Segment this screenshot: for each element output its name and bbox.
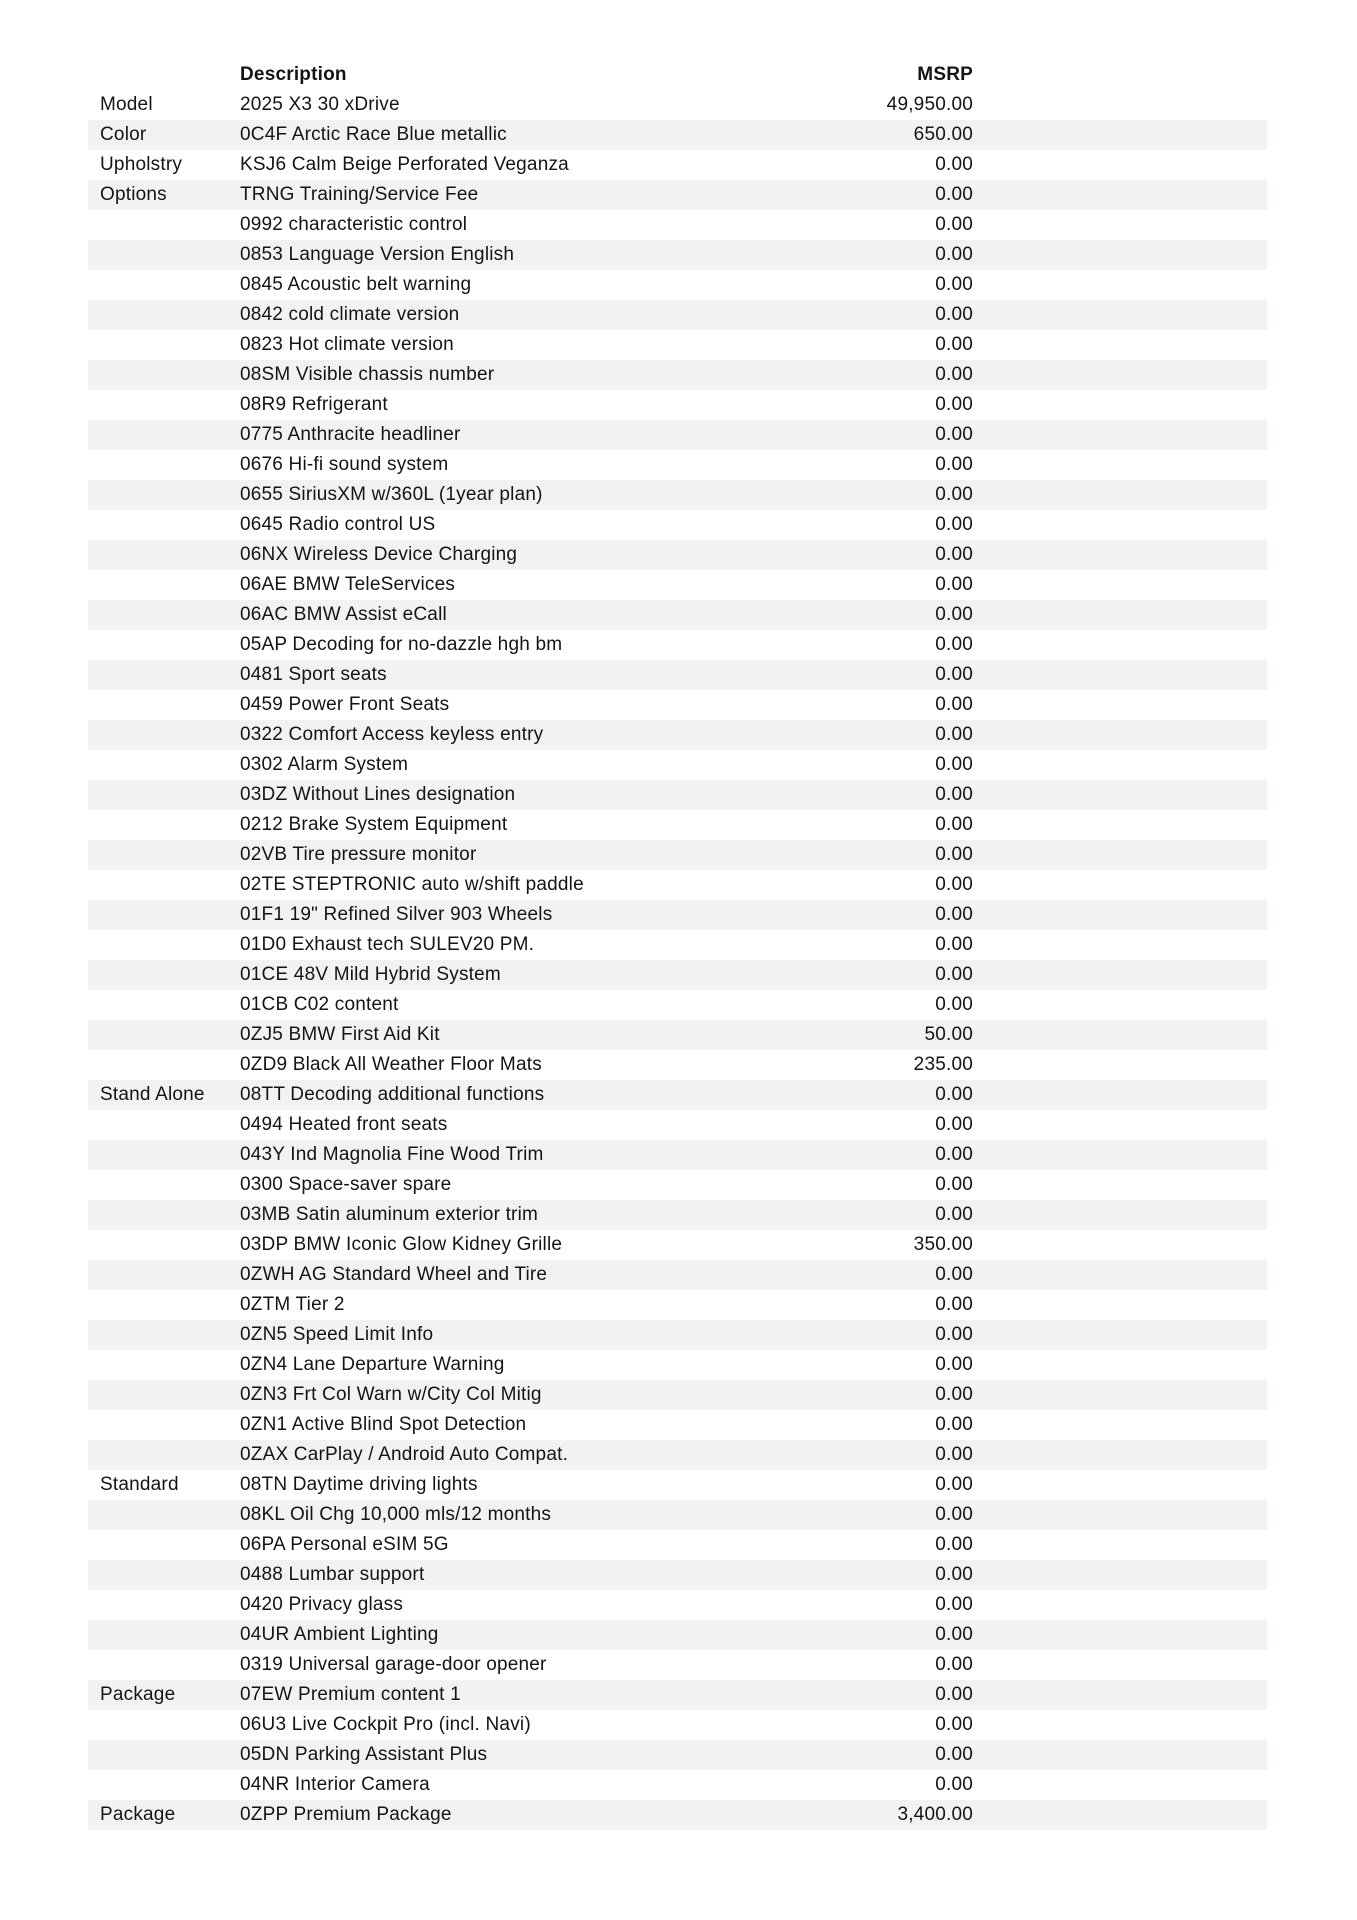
msrp-cell: 0.00	[935, 754, 973, 775]
description-cell: KSJ6 Calm Beige Perforated Veganza	[240, 154, 569, 175]
category-cell: Model	[100, 94, 153, 115]
description-cell: 08TN Daytime driving lights	[240, 1474, 478, 1495]
msrp-cell: 0.00	[935, 1594, 973, 1615]
description-cell: 0ZN4 Lane Departure Warning	[240, 1354, 505, 1375]
table-row	[88, 510, 1267, 540]
msrp-cell: 0.00	[935, 244, 973, 265]
table-row	[88, 780, 1267, 810]
table-row	[88, 930, 1267, 960]
msrp-column-header: MSRP	[917, 64, 973, 85]
msrp-cell: 0.00	[935, 934, 973, 955]
table-row	[88, 1500, 1267, 1530]
description-cell: 2025 X3 30 xDrive	[240, 94, 400, 115]
description-cell: 043Y Ind Magnolia Fine Wood Trim	[240, 1144, 544, 1165]
table-row	[88, 120, 1267, 150]
table-row	[88, 270, 1267, 300]
msrp-cell: 0.00	[935, 574, 973, 595]
table-row	[88, 1050, 1267, 1080]
table-row	[88, 330, 1267, 360]
msrp-cell: 3,400.00	[897, 1804, 973, 1825]
description-cell: 08TT Decoding additional functions	[240, 1084, 545, 1105]
msrp-cell: 0.00	[935, 1504, 973, 1525]
msrp-cell: 0.00	[935, 1684, 973, 1705]
description-cell: 0300 Space-saver spare	[240, 1174, 452, 1195]
table-row	[88, 1020, 1267, 1050]
description-cell: 05DN Parking Assistant Plus	[240, 1744, 488, 1765]
msrp-cell: 0.00	[935, 334, 973, 355]
table-row	[88, 660, 1267, 690]
msrp-cell: 0.00	[935, 544, 973, 565]
msrp-cell: 350.00	[913, 1234, 973, 1255]
description-cell: 0494 Heated front seats	[240, 1114, 448, 1135]
msrp-cell: 0.00	[935, 1744, 973, 1765]
description-cell: 0212 Brake System Equipment	[240, 814, 508, 835]
msrp-cell: 0.00	[935, 514, 973, 535]
table-row	[88, 1230, 1267, 1260]
msrp-cell: 49,950.00	[886, 94, 973, 115]
description-cell: 0676 Hi-fi sound system	[240, 454, 449, 475]
msrp-cell: 0.00	[935, 604, 973, 625]
msrp-cell: 0.00	[935, 394, 973, 415]
msrp-cell: 0.00	[935, 724, 973, 745]
description-cell: 06U3 Live Cockpit Pro (incl. Navi)	[240, 1714, 531, 1735]
msrp-cell: 0.00	[935, 304, 973, 325]
table-row	[88, 1560, 1267, 1590]
msrp-cell: 0.00	[935, 274, 973, 295]
table-row	[88, 540, 1267, 570]
description-cell: 06AE BMW TeleServices	[240, 574, 456, 595]
table-header-row	[88, 60, 1267, 90]
description-cell: 0845 Acoustic belt warning	[240, 274, 472, 295]
description-cell: 03MB Satin aluminum exterior trim	[240, 1204, 539, 1225]
description-cell: 0ZTM Tier 2	[240, 1294, 345, 1315]
description-cell: 0655 SiriusXM w/360L (1year plan)	[240, 484, 543, 505]
msrp-cell: 0.00	[935, 454, 973, 475]
table-row	[88, 360, 1267, 390]
description-cell: 06NX Wireless Device Charging	[240, 544, 518, 565]
table-row	[88, 90, 1267, 120]
description-cell: 02TE STEPTRONIC auto w/shift paddle	[240, 874, 584, 895]
table-row	[88, 1200, 1267, 1230]
msrp-cell: 0.00	[935, 1414, 973, 1435]
category-cell: Standard	[100, 1474, 179, 1495]
category-cell: Color	[100, 124, 147, 145]
msrp-cell: 0.00	[935, 1174, 973, 1195]
msrp-cell: 0.00	[935, 1294, 973, 1315]
msrp-cell: 0.00	[935, 964, 973, 985]
table-row	[88, 840, 1267, 870]
msrp-cell: 0.00	[935, 484, 973, 505]
table-row	[88, 240, 1267, 270]
msrp-cell: 0.00	[935, 634, 973, 655]
msrp-cell: 0.00	[935, 1324, 973, 1345]
description-cell: 0ZPP Premium Package	[240, 1804, 452, 1825]
table-row	[88, 1260, 1267, 1290]
table-row	[88, 1440, 1267, 1470]
description-cell: 0459 Power Front Seats	[240, 694, 450, 715]
msrp-cell: 0.00	[935, 1144, 973, 1165]
msrp-cell: 0.00	[935, 1114, 973, 1135]
table-row	[88, 1170, 1267, 1200]
msrp-cell: 0.00	[935, 904, 973, 925]
msrp-cell: 0.00	[935, 364, 973, 385]
msrp-cell: 0.00	[935, 184, 973, 205]
description-cell: TRNG Training/Service Fee	[240, 184, 479, 205]
table-row	[88, 1350, 1267, 1380]
table-row	[88, 1770, 1267, 1800]
table-row	[88, 480, 1267, 510]
description-cell: 0ZJ5 BMW First Aid Kit	[240, 1024, 440, 1045]
description-cell: 05AP Decoding for no-dazzle hgh bm	[240, 634, 563, 655]
description-cell: 0319 Universal garage-door opener	[240, 1654, 547, 1675]
table-row	[88, 1320, 1267, 1350]
msrp-cell: 0.00	[935, 1474, 973, 1495]
table-row	[88, 570, 1267, 600]
description-cell: 01F1 19" Refined Silver 903 Wheels	[240, 904, 553, 925]
msrp-cell: 0.00	[935, 694, 973, 715]
msrp-cell: 235.00	[913, 1054, 973, 1075]
table-row	[88, 1740, 1267, 1770]
description-cell: 0C4F Arctic Race Blue metallic	[240, 124, 507, 145]
table-row	[88, 810, 1267, 840]
table-row	[88, 720, 1267, 750]
table-row	[88, 1110, 1267, 1140]
description-column-header: Description	[240, 64, 347, 85]
table-row	[88, 390, 1267, 420]
table-row	[88, 1710, 1267, 1740]
description-cell: 0775 Anthracite headliner	[240, 424, 461, 445]
description-cell: 03DZ Without Lines designation	[240, 784, 516, 805]
description-cell: 0322 Comfort Access keyless entry	[240, 724, 544, 745]
msrp-cell: 0.00	[935, 1084, 973, 1105]
table-row	[88, 900, 1267, 930]
vehicle-options-table	[88, 60, 1267, 1830]
description-cell: 01D0 Exhaust tech SULEV20 PM.	[240, 934, 535, 955]
table-row	[88, 870, 1267, 900]
msrp-cell: 0.00	[935, 1654, 973, 1675]
description-cell: 03DP BMW Iconic Glow Kidney Grille	[240, 1234, 563, 1255]
description-cell: 06PA Personal eSIM 5G	[240, 1534, 449, 1555]
table-row	[88, 1800, 1267, 1830]
msrp-cell: 0.00	[935, 1444, 973, 1465]
msrp-cell: 0.00	[935, 1774, 973, 1795]
description-cell: 07EW Premium content 1	[240, 1684, 461, 1705]
description-cell: 0481 Sport seats	[240, 664, 387, 685]
table-row	[88, 1680, 1267, 1710]
description-cell: 01CE 48V Mild Hybrid System	[240, 964, 501, 985]
msrp-cell: 0.00	[935, 1264, 973, 1285]
table-row	[88, 1620, 1267, 1650]
table-row	[88, 750, 1267, 780]
msrp-cell: 0.00	[935, 1714, 973, 1735]
description-cell: 0420 Privacy glass	[240, 1594, 404, 1615]
description-cell: 04UR Ambient Lighting	[240, 1624, 439, 1645]
table-row	[88, 1530, 1267, 1560]
category-cell: Package	[100, 1804, 176, 1825]
description-cell: 0645 Radio control US	[240, 514, 436, 535]
msrp-cell: 0.00	[935, 814, 973, 835]
description-cell: 0992 characteristic control	[240, 214, 468, 235]
table-row	[88, 1470, 1267, 1500]
description-cell: 0ZWH AG Standard Wheel and Tire	[240, 1264, 548, 1285]
table-row	[88, 1290, 1267, 1320]
msrp-cell: 0.00	[935, 1534, 973, 1555]
table-row	[88, 150, 1267, 180]
msrp-cell: 0.00	[935, 214, 973, 235]
table-row	[88, 420, 1267, 450]
category-cell: Package	[100, 1684, 176, 1705]
msrp-cell: 0.00	[935, 664, 973, 685]
msrp-cell: 0.00	[935, 994, 973, 1015]
msrp-cell: 0.00	[935, 1354, 973, 1375]
description-cell: 02VB Tire pressure monitor	[240, 844, 477, 865]
table-row	[88, 1140, 1267, 1170]
description-cell: 0ZN3 Frt Col Warn w/City Col Mitig	[240, 1384, 542, 1405]
description-cell: 0ZAX CarPlay / Android Auto Compat.	[240, 1444, 569, 1465]
description-cell: 08SM Visible chassis number	[240, 364, 495, 385]
table-row	[88, 210, 1267, 240]
table-row	[88, 960, 1267, 990]
description-cell: 0842 cold climate version	[240, 304, 460, 325]
msrp-cell: 0.00	[935, 1564, 973, 1585]
category-cell: Stand Alone	[100, 1084, 205, 1105]
description-cell: 0488 Lumbar support	[240, 1564, 425, 1585]
description-cell: 0823 Hot climate version	[240, 334, 454, 355]
msrp-cell: 0.00	[935, 844, 973, 865]
description-cell: 0302 Alarm System	[240, 754, 409, 775]
table-row	[88, 690, 1267, 720]
msrp-cell: 0.00	[935, 784, 973, 805]
description-cell: 04NR Interior Camera	[240, 1774, 430, 1795]
table-row	[88, 600, 1267, 630]
msrp-cell: 0.00	[935, 1204, 973, 1225]
table-row	[88, 1590, 1267, 1620]
table-row	[88, 1650, 1267, 1680]
table-row	[88, 1410, 1267, 1440]
table-row	[88, 300, 1267, 330]
description-cell: 0ZD9 Black All Weather Floor Mats	[240, 1054, 542, 1075]
msrp-cell: 0.00	[935, 424, 973, 445]
description-cell: 08R9 Refrigerant	[240, 394, 388, 415]
table-body	[88, 90, 1267, 1830]
description-cell: 06AC BMW Assist eCall	[240, 604, 447, 625]
description-cell: 0ZN1 Active Blind Spot Detection	[240, 1414, 527, 1435]
msrp-cell: 0.00	[935, 1624, 973, 1645]
description-cell: 0853 Language Version English	[240, 244, 515, 265]
category-cell: Upholstry	[100, 154, 183, 175]
table-row	[88, 450, 1267, 480]
table-row	[88, 990, 1267, 1020]
msrp-cell: 0.00	[935, 874, 973, 895]
description-cell: 01CB C02 content	[240, 994, 399, 1015]
table-row	[88, 630, 1267, 660]
msrp-cell: 50.00	[924, 1024, 973, 1045]
table-row	[88, 1080, 1267, 1110]
category-cell: Options	[100, 184, 167, 205]
description-cell: 0ZN5 Speed Limit Info	[240, 1324, 434, 1345]
msrp-cell: 0.00	[935, 1384, 973, 1405]
table-row	[88, 180, 1267, 210]
msrp-cell: 650.00	[913, 124, 973, 145]
table-row	[88, 1380, 1267, 1410]
description-cell: 08KL Oil Chg 10,000 mls/12 months	[240, 1504, 552, 1525]
msrp-cell: 0.00	[935, 154, 973, 175]
